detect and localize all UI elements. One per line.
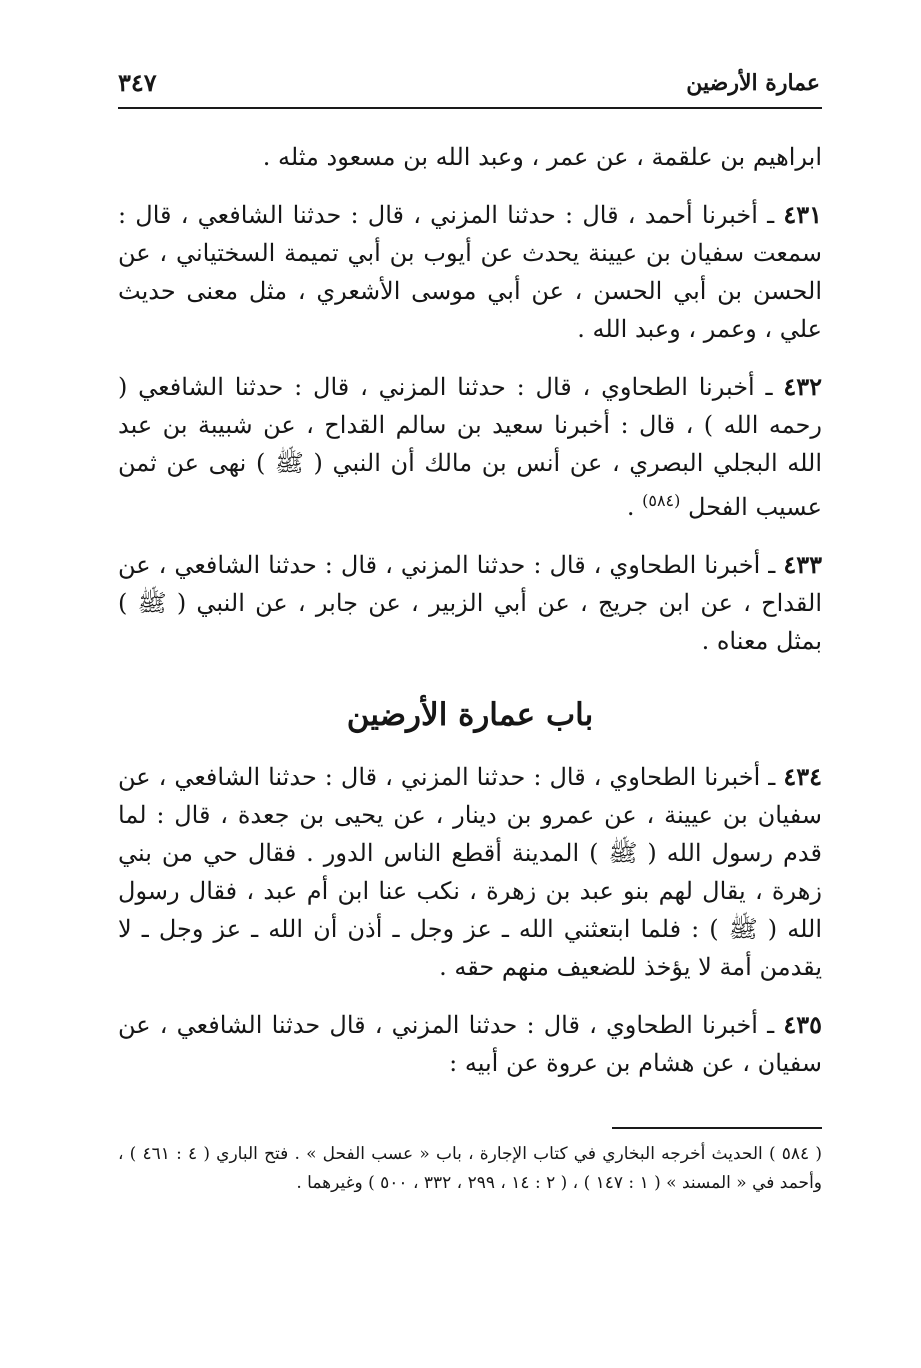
paragraph-text: ابراهيم بن علقمة ، عن عمر ، وعبد الله بن مسعود مثله . <box>262 143 822 171</box>
header-rule <box>118 107 822 109</box>
footnote-rule <box>612 1127 822 1129</box>
hadith-number: ٤٣٢ <box>783 372 822 401</box>
hadith-number: ٤٣٤ <box>783 762 822 791</box>
paragraph-432 <box>118 368 822 526</box>
running-title: عمارة الأرضين <box>686 70 820 96</box>
section-title: باب عمارة الأرضين <box>346 697 594 733</box>
footnote-text: ( ٥٨٤ ) الحديث أخرجه البخاري في كتاب الإجارة ، باب « عسب الفحل » . فتح الباري ( ٤ : ٤٦١ ) ، وأحمد في « المسند » ( ١ : ١٤٧ ) ، ( ٢ : ١٤ ، ٢٩٩ ، ٣٣٢ ، ٥٠٠ ) وغيرهما . <box>118 1144 822 1193</box>
hadith-number: ٤٣١ <box>783 200 822 229</box>
paragraph-text: ـ أخبرنا الطحاوي ، قال : حدثنا المزني ، قال : حدثنا الشافعي ( رحمه الله ) ، قال : أخبرنا سعيد بن سالم القداح ، عن شبيبة بن عبد الله البجلي البصري ، عن أنس بن مالك أن النبي ( ﷺ ) نهى عن ثمن عسيب الفحل <box>118 373 823 521</box>
paragraph-433 <box>118 546 822 660</box>
footnote-reference[interactable]: (٥٨٤) <box>642 491 681 510</box>
paragraph-tail: . <box>626 493 643 521</box>
paragraph-text: ـ أخبرنا الطحاوي ، قال : حدثنا المزني ، قال حدثنا الشافعي ، عن سفيان ، عن هشام بن عروة عن أبيه : <box>118 1011 822 1077</box>
hadith-number: ٤٣٣ <box>783 550 822 579</box>
footnote <box>118 1140 822 1198</box>
page-number: ٣٤٧ <box>118 68 157 97</box>
paragraph-text: ـ أخبرنا الطحاوي ، قال : حدثنا المزني ، قال : حدثنا الشافعي ، عن القداح ، عن ابن جريج ، عن أبي الزبير ، عن جابر ، عن النبي ( ﷺ ) بمثل معناه . <box>118 551 822 655</box>
paragraph-435 <box>118 1006 822 1082</box>
paragraph-continuation <box>118 138 822 176</box>
paragraph-431 <box>118 196 822 348</box>
main-text <box>118 138 822 1102</box>
paragraph-text: ـ أخبرنا أحمد ، قال : حدثنا المزني ، قال : حدثنا الشافعي ، قال : سمعت سفيان بن عيينة يحدث عن أيوب بن أبي تميمة السختياني ، عن الحسن بن أبي الحسن ، عن أبي موسى الأشعري ، مثل معنى حديث علي ، وعمر ، وعبد الله . <box>118 201 822 343</box>
page-header <box>118 66 820 106</box>
hadith-number: ٤٣٥ <box>783 1010 822 1039</box>
paragraph-434 <box>118 758 822 986</box>
paragraph-text: ـ أخبرنا الطحاوي ، قال : حدثنا المزني ، قال : حدثنا الشافعي ، عن سفيان بن عيينة ، عن عمرو بن دينار ، عن يحيى بن جعدة ، قال : لما قدم رسول الله ( ﷺ ) المدينة أقطع الناس الدور . فقال حي من بني زهرة ، يقال لهم بنو عبد بن زهرة ، نكب عنا ابن أم عبد ، فقال رسول الله ( ﷺ ) : فلما ابتعثني الله ـ عز وجل ـ أذن أن الله ـ عز وجل ـ لا يقدمن أمة لا يؤخذ للضعيف منهم حقه . <box>118 763 822 981</box>
